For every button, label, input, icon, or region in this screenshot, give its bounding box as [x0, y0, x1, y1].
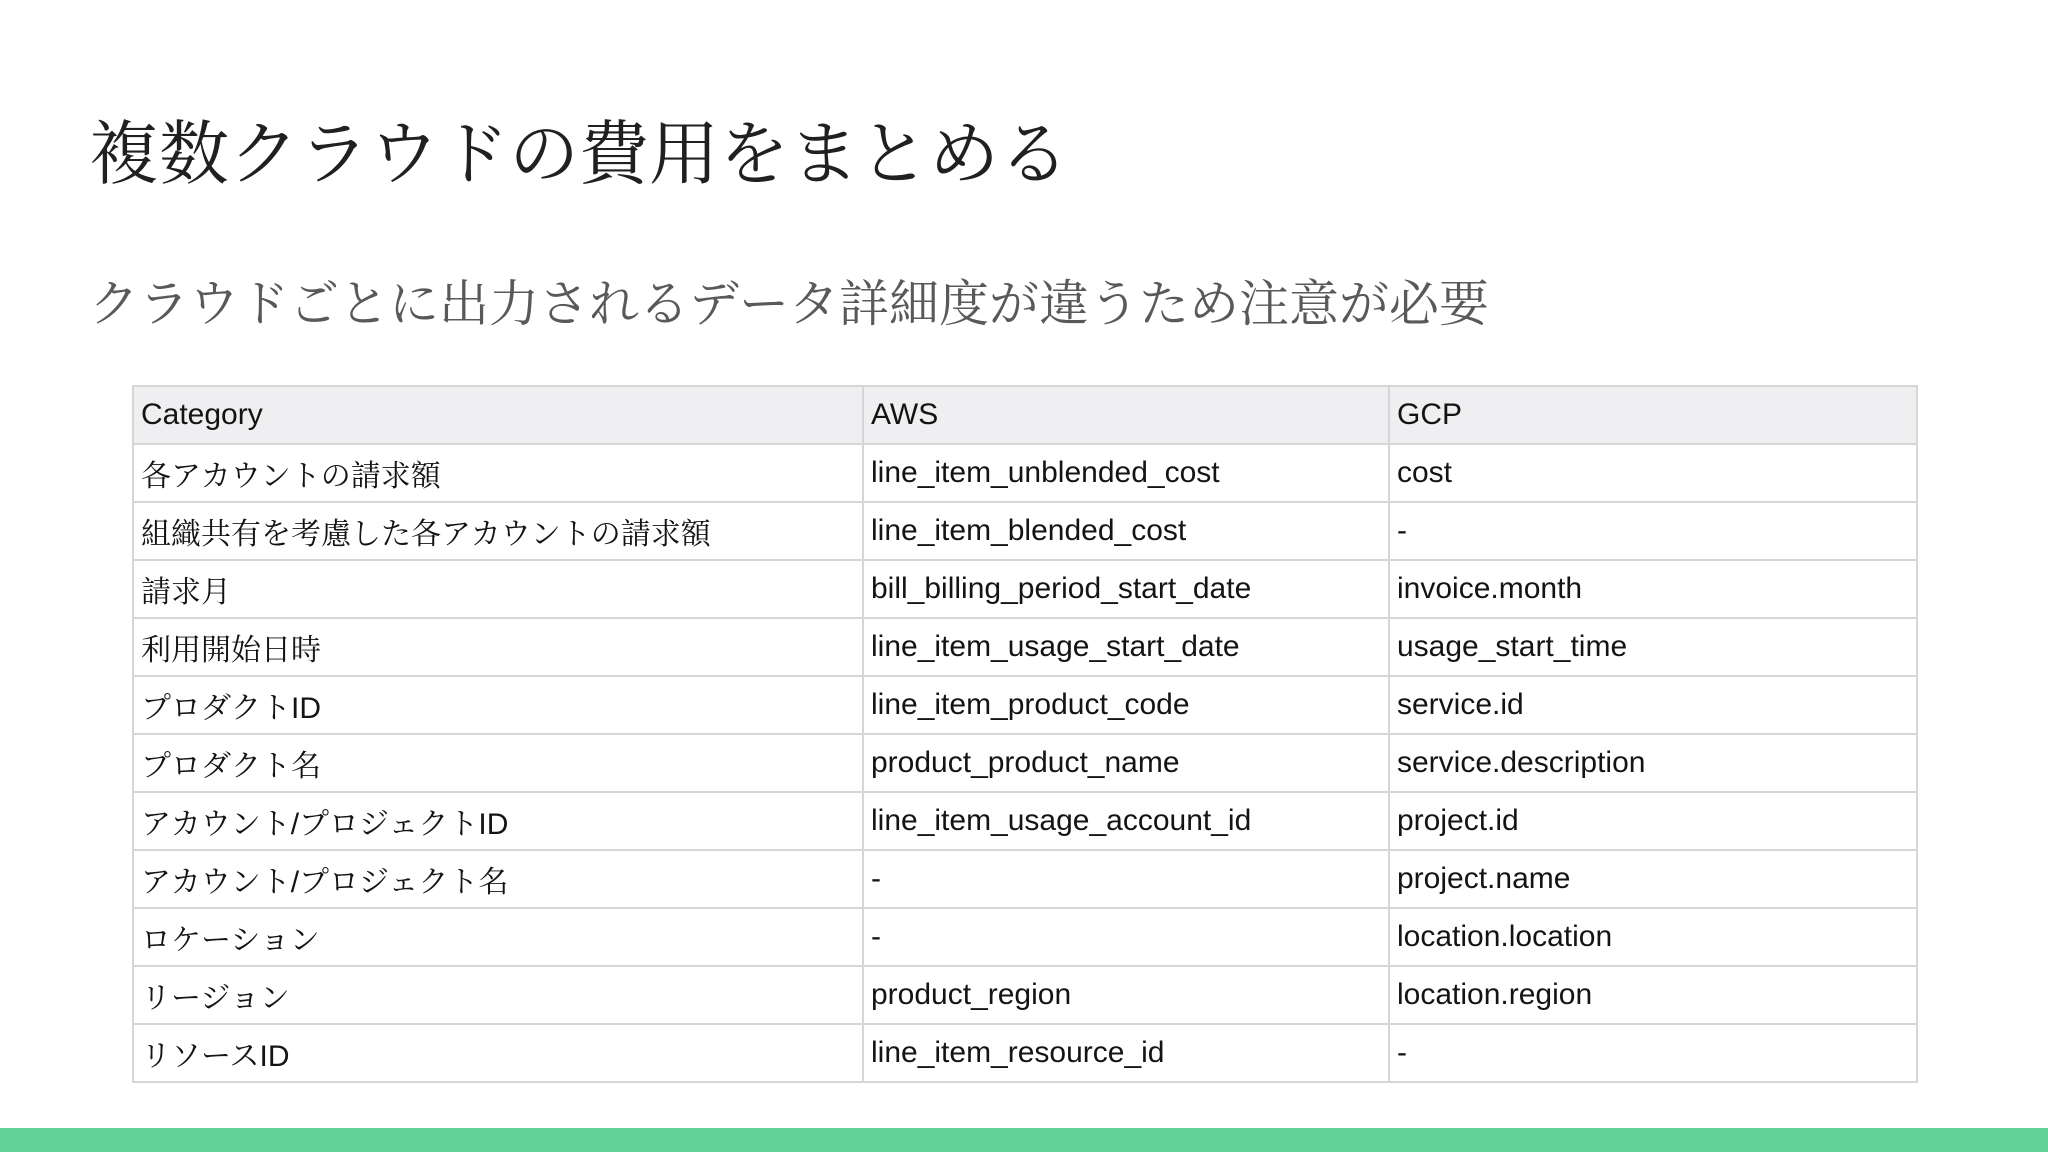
cell-gcp: - — [1389, 502, 1917, 560]
column-header-category: Category — [133, 386, 863, 444]
cell-category: 請求月 — [133, 560, 863, 618]
table-row — [133, 618, 1917, 676]
cell-gcp: location.location — [1389, 908, 1917, 966]
cell-gcp: usage_start_time — [1389, 618, 1917, 676]
cost-field-mapping-table-container — [132, 385, 1916, 1083]
table-row — [133, 502, 1917, 560]
cell-aws: line_item_usage_account_id — [863, 792, 1389, 850]
table-row — [133, 850, 1917, 908]
cell-category: プロダクト名 — [133, 734, 863, 792]
table-row — [133, 676, 1917, 734]
cell-aws: product_region — [863, 966, 1389, 1024]
cell-gcp: project.id — [1389, 792, 1917, 850]
table-header-row — [133, 386, 1917, 444]
footer-accent-bar — [0, 1128, 2048, 1152]
table-row — [133, 734, 1917, 792]
cell-aws: line_item_blended_cost — [863, 502, 1389, 560]
cell-aws: - — [863, 850, 1389, 908]
column-header-aws: AWS — [863, 386, 1389, 444]
column-header-gcp: GCP — [1389, 386, 1917, 444]
slide-title: 複数クラウドの費用をまとめる — [89, 115, 1069, 193]
cell-aws: bill_billing_period_start_date — [863, 560, 1389, 618]
cost-field-mapping-table — [132, 385, 1918, 1083]
cell-category: プロダクトID — [133, 676, 863, 734]
cell-gcp: project.name — [1389, 850, 1917, 908]
cell-category: アカウント/プロジェクト名 — [133, 850, 863, 908]
cell-gcp: invoice.month — [1389, 560, 1917, 618]
cell-aws: line_item_product_code — [863, 676, 1389, 734]
cell-aws: product_product_name — [863, 734, 1389, 792]
table-body — [133, 444, 1917, 1082]
table-row — [133, 792, 1917, 850]
cell-gcp: service.description — [1389, 734, 1917, 792]
table-row — [133, 560, 1917, 618]
cell-category: アカウント/プロジェクトID — [133, 792, 863, 850]
cell-category: リージョン — [133, 966, 863, 1024]
cell-aws: line_item_usage_start_date — [863, 618, 1389, 676]
cell-aws: line_item_resource_id — [863, 1024, 1389, 1082]
cell-gcp: service.id — [1389, 676, 1917, 734]
cell-category: 利用開始日時 — [133, 618, 863, 676]
cell-gcp: - — [1389, 1024, 1917, 1082]
table-row — [133, 908, 1917, 966]
cell-gcp: location.region — [1389, 966, 1917, 1024]
cell-category: 組織共有を考慮した各アカウントの請求額 — [133, 502, 863, 560]
slide-subtitle: クラウドごとに出力されるデータ詳細度が違うため注意が必要 — [89, 276, 1489, 332]
cell-aws: line_item_unblended_cost — [863, 444, 1389, 502]
cell-aws: - — [863, 908, 1389, 966]
cell-gcp: cost — [1389, 444, 1917, 502]
table-row — [133, 444, 1917, 502]
cell-category: ロケーション — [133, 908, 863, 966]
cell-category: 各アカウントの請求額 — [133, 444, 863, 502]
table-row — [133, 1024, 1917, 1082]
cell-category: リソースID — [133, 1024, 863, 1082]
table-row — [133, 966, 1917, 1024]
